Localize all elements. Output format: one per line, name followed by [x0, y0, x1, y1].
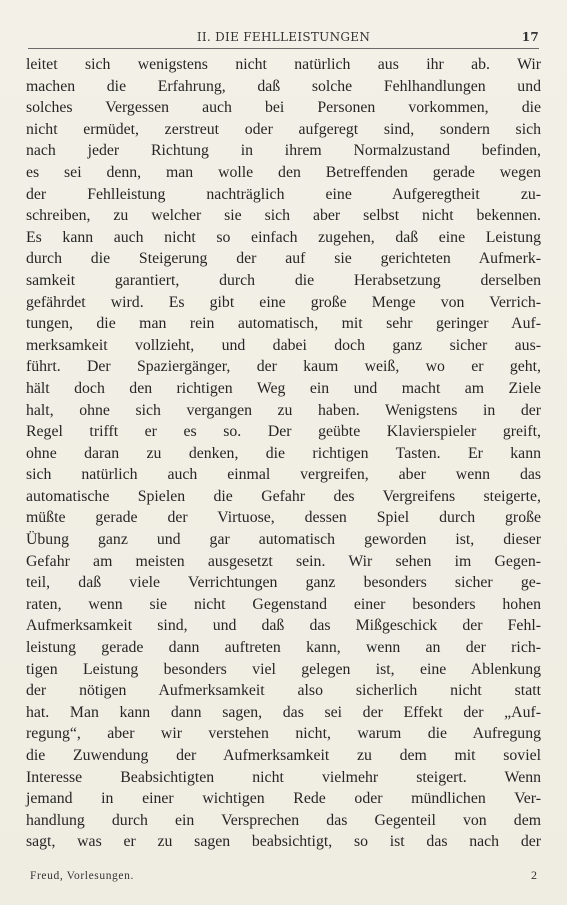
text-line: merksamkeit vollzieht, und dabei doch ganz sicher aus-: [26, 336, 541, 354]
text-line: Übung ganz und gar automatisch geworden ist, dieser: [26, 531, 541, 549]
text-line: hat. Man kann dann sagen, das sei der Effekt der „Auf-: [26, 703, 541, 721]
running-head: [28, 30, 539, 46]
text-line: automatische Spielen die Gefahr des Vergreifens steigerte,: [26, 487, 541, 505]
text-line: samkeit garantiert, durch die Herabsetzung derselben: [26, 271, 541, 289]
page-number: 17: [521, 30, 539, 44]
text-line: Gefahr am meisten ausgesetzt sein. Wir sehen im Gegen-: [26, 552, 541, 570]
text-line: Regel trifft er es so. Der geübte Klavierspieler greift,: [26, 423, 541, 441]
text-line: gefährdet wird. Es gibt eine große Menge von Verrich-: [26, 293, 541, 311]
text-line: der nötigen Aufmerksamkeit also sicherlich nicht statt: [26, 682, 541, 700]
text-line: nicht ermüdet, zerstreut oder aufgeregt sind, sondern sich: [26, 120, 541, 138]
text-line: hält doch den richtigen Weg ein und macht am Ziele: [26, 379, 541, 397]
chapter-title: II. DIE FEHLLEISTUNGEN: [196, 30, 371, 44]
text-line: der Fehlleistung nachträglich eine Aufgeregtheit zu-: [26, 185, 541, 203]
text-line: sich natürlich auch einmal vergreifen, aber wenn das: [26, 466, 541, 484]
text-line: solches Vergessen auch bei Personen vorkommen, die: [26, 99, 541, 117]
text-line: sagt, was er zu sagen beabsichtigt, so ist das nach der: [26, 833, 541, 851]
text-line: es sei denn, man wolle den Betreffenden gerade wegen: [26, 163, 541, 181]
text-line: leitet sich wenigstens nicht natürlich aus ihr ab. Wir: [26, 56, 541, 73]
text-line: ohne daran zu denken, die richtigen Tasten. Er kann: [26, 444, 541, 462]
sheet-signature: Freud, Vorlesungen.: [30, 870, 134, 882]
text-line: tigen Leistung besonders viel gelegen ist, eine Ablenkung: [26, 660, 541, 678]
text-line: leistung gerade dann auftreten kann, wenn an der rich-: [26, 639, 541, 657]
text-line: Aufmerksamkeit sind, und daß das Mißgeschick der Fehl-: [26, 617, 541, 635]
text-line: schreiben, zu welcher sie sich aber selbst nicht bekennen.: [26, 207, 541, 225]
text-line: tungen, die man rein automatisch, mit sehr geringer Auf-: [26, 315, 541, 333]
text-line: handlung durch ein Versprechen das Gegenteil von dem: [26, 811, 541, 829]
text-line: regung“, aber wir verstehen nicht, warum die Aufregung: [26, 725, 541, 743]
text-line: raten, wenn sie nicht Gegenstand einer besonders hohen: [26, 595, 541, 613]
text-line: Interesse Beabsichtigten nicht vielmehr steigert. Wenn: [26, 768, 541, 786]
text-line: jemand in einer wichtigen Rede oder mündlichen Ver-: [26, 790, 541, 808]
text-line: nach jeder Richtung in ihrem Normalzustand befinden,: [26, 142, 541, 160]
text-line: Es kann auch nicht so einfach zugehen, daß eine Leistung: [26, 228, 541, 246]
text-line: durch die Steigerung der auf sie gerichteten Aufmerk-: [26, 250, 541, 268]
sheet-number: 2: [531, 868, 537, 882]
header-rule: [28, 48, 539, 49]
text-line: halt, ohne sich vergangen zu haben. Wenigstens in der: [26, 401, 541, 419]
text-line: müßte gerade der Virtuose, dessen Spiel durch große: [26, 509, 541, 527]
text-line: teil, daß viele Verrichtungen ganz besonders sicher ge-: [26, 574, 541, 592]
text-line: die Zuwendung der Aufmerksamkeit zu dem mit soviel: [26, 747, 541, 764]
body-text: [26, 54, 541, 853]
text-line: machen die Erfahrung, daß solche Fehlhandlungen und: [26, 77, 541, 95]
text-line: führt. Der Spaziergänger, der kaum weiß, wo er geht,: [26, 358, 541, 376]
